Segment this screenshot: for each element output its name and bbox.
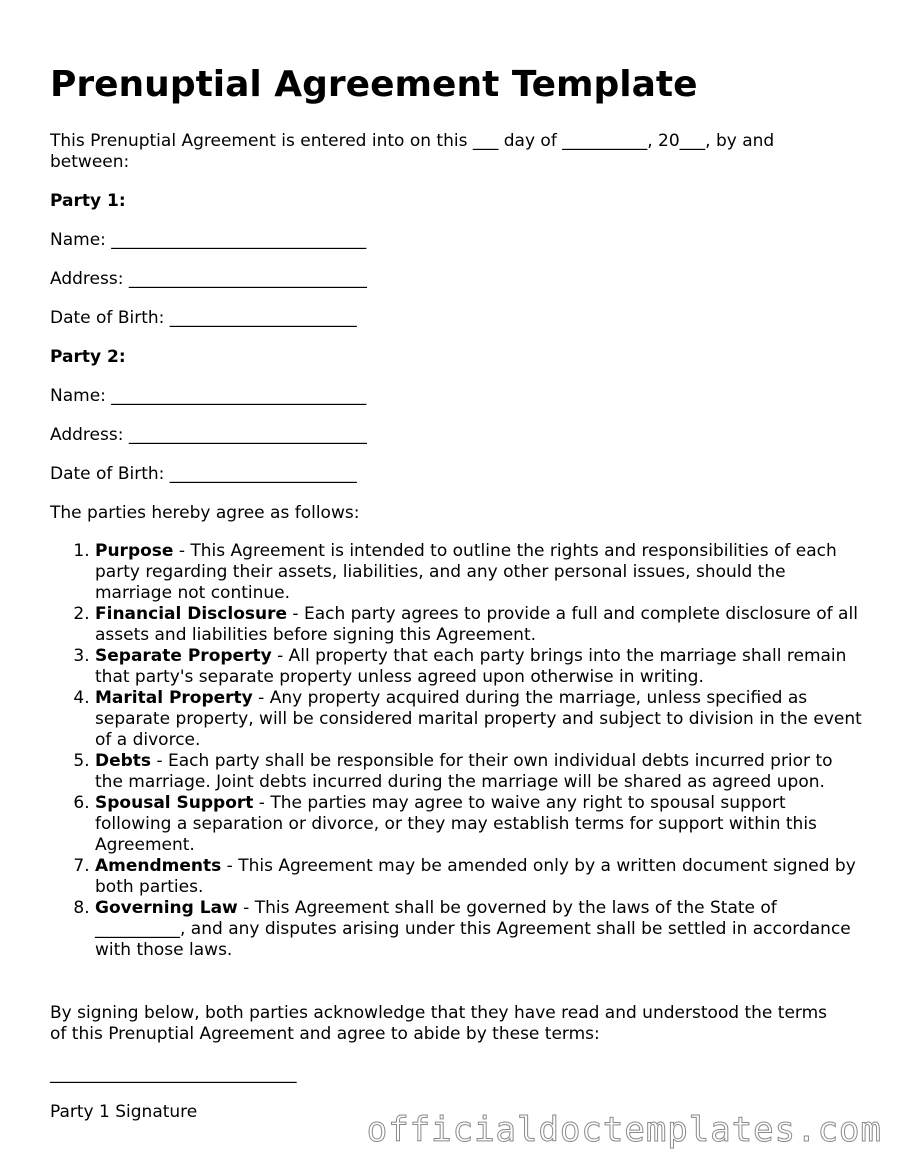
clause-term: Purpose — [95, 541, 174, 561]
clause-term: Governing Law — [95, 898, 238, 918]
party2-address-field: Address: ____________________________ — [50, 425, 367, 445]
signature-line: _____________________________ — [50, 1064, 297, 1084]
party1-name-field: Name: ______________________________ — [50, 230, 367, 250]
clause-item — [95, 646, 865, 688]
clause-text: - This Agreement may be amended only by a written document signed by both parties. — [95, 856, 856, 897]
clause-text: - Each party agrees to provide a full and complete disclosure of all assets and liabilities before signing this Agreement. — [95, 604, 858, 645]
agree-line: The parties hereby agree as follows: — [50, 503, 360, 523]
party2-dob-field: Date of Birth: ______________________ — [50, 464, 357, 484]
party2-name-field: Name: ______________________________ — [50, 386, 367, 406]
intro-line-1: This Prenuptial Agreement is entered into on this ___ day of __________, 20___, by and — [50, 131, 775, 151]
clause-item — [95, 604, 865, 646]
clause-term: Marital Property — [95, 688, 253, 708]
watermark: officialdoctemplates.com — [366, 1110, 882, 1150]
signature-label: Party 1 Signature — [50, 1102, 198, 1122]
party2-heading — [50, 347, 126, 368]
clause-text: - The parties may agree to waive any right to spousal support following a separation or divorce, or they may establish terms for support within this Agreement. — [95, 793, 817, 855]
clause-term: Debts — [95, 751, 152, 771]
clause-item — [95, 898, 865, 961]
party1-address-field: Address: ____________________________ — [50, 269, 367, 289]
clause-text: - All property that each party brings into the marriage shall remain that party's separate property unless agreed upon otherwise in writing. — [95, 646, 847, 687]
document-title: Prenuptial Agreement Template — [50, 64, 698, 105]
clause-text: - Any property acquired during the marriage, unless specified as separate property, will be considered marital property and subject to division in the event of a divorce. — [95, 688, 862, 750]
clause-item — [95, 856, 865, 898]
closing-line-1: By signing below, both parties acknowledge that they have read and understood the terms — [50, 1003, 828, 1023]
clause-item — [95, 793, 865, 856]
intro-line-2: between: — [50, 152, 130, 172]
clause-term: Separate Property — [95, 646, 272, 666]
clause-item — [95, 688, 865, 751]
clause-text: - This Agreement shall be governed by the laws of the State of __________, and any disputes arising under this Agreement shall be settled in accordance with those laws. — [95, 898, 851, 960]
clause-item — [95, 751, 865, 793]
clause-text: - This Agreement is intended to outline the rights and responsibilities of each party regarding their assets, liabilities, and any other personal issues, should the marriage not continue. — [95, 541, 837, 603]
party1-dob-field: Date of Birth: ______________________ — [50, 308, 357, 328]
party1-heading-text: Party 1: — [50, 191, 126, 211]
clause-list — [50, 541, 865, 961]
party2-heading-text: Party 2: — [50, 347, 126, 367]
party1-heading — [50, 191, 126, 212]
closing-line-2: of this Prenuptial Agreement and agree to abide by these terms: — [50, 1024, 600, 1044]
clause-item — [95, 541, 865, 604]
clause-term: Spousal Support — [95, 793, 254, 813]
clause-term: Financial Disclosure — [95, 604, 288, 624]
clause-text: - Each party shall be responsible for their own individual debts incurred prior to the marriage. Joint debts incurred during the marriage will be shared as agreed upon. — [95, 751, 833, 792]
clause-term: Amendments — [95, 856, 222, 876]
